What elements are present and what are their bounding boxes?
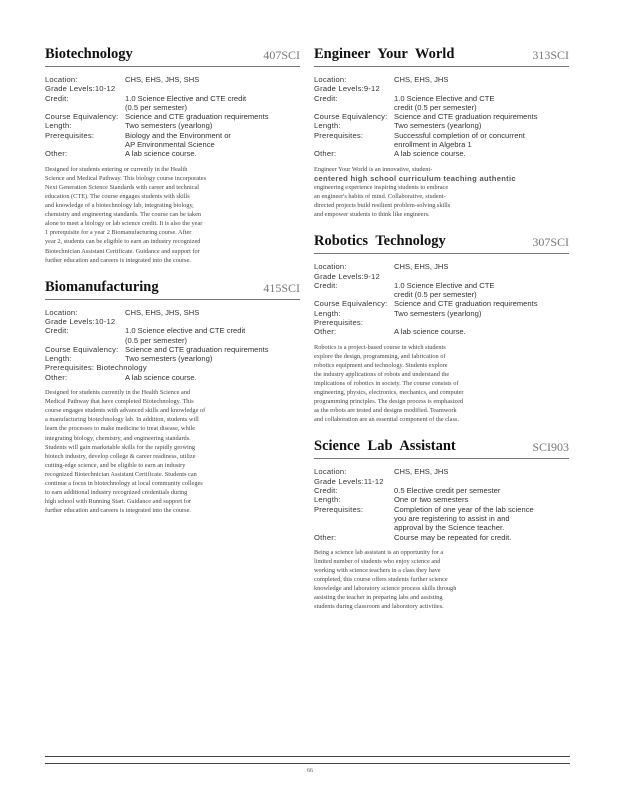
course-info xyxy=(314,467,569,541)
info-row xyxy=(45,308,300,317)
info-row xyxy=(314,121,569,130)
course-title: Engineer Your World xyxy=(314,46,455,62)
info-row xyxy=(314,299,569,308)
info-label: Course Equivalency: xyxy=(45,344,119,354)
info-label: Grade Levels:9-12 xyxy=(314,84,380,94)
info-label: Prerequisites: xyxy=(45,130,95,140)
info-value xyxy=(394,477,569,486)
course-title: Biotechnology xyxy=(45,46,133,62)
info-row xyxy=(314,94,569,103)
info-label xyxy=(45,336,125,345)
info-label: Length: xyxy=(45,354,72,364)
info-label: Length: xyxy=(314,121,341,131)
info-value: CHS, EHS, JHS xyxy=(394,75,449,84)
info-value: CHS, EHS, JHS xyxy=(394,262,449,272)
info-value: Two semesters (yearlong) xyxy=(125,121,213,131)
info-value: CHS, EHS, JHS, SHS xyxy=(125,307,200,317)
description-text: Being a science lab assistant is an opportunity for a limited number of students who enjoy science and working with science teachers in a class they have completed, this course offers students further science knowledge and laboratory science process skills through assisting the teacher in preparing labs and assisting students during classroom and laboratory activities. xyxy=(314,548,457,611)
info-value: Science and CTE graduation requirements xyxy=(394,112,538,122)
info-label: Credit: xyxy=(314,93,338,103)
info-row xyxy=(314,140,569,149)
page-number: 66 xyxy=(307,768,313,774)
course-code: 415SCI xyxy=(263,280,300,295)
info-label: Grade Levels:9-12 xyxy=(314,271,380,281)
info-label: Location: xyxy=(314,262,347,272)
course-info xyxy=(314,262,569,336)
info-row xyxy=(314,477,569,486)
info-label xyxy=(314,290,394,299)
info-label: Grade Levels:10-12 xyxy=(45,317,116,326)
info-row xyxy=(314,262,569,271)
info-label: Prerequisites: Biotechnology xyxy=(45,363,147,373)
info-row xyxy=(314,272,569,281)
info-row xyxy=(314,84,569,93)
info-label: Course Equivalency: xyxy=(314,112,388,122)
info-row xyxy=(314,514,569,523)
info-row xyxy=(45,112,300,121)
info-value: CHS, EHS, JHS xyxy=(394,467,449,477)
info-label: Credit: xyxy=(314,280,338,290)
info-value: credit (0.5 per semester) xyxy=(394,290,477,300)
course-code: 407SCI xyxy=(263,48,300,62)
course-header xyxy=(314,46,569,67)
course-info xyxy=(314,75,569,159)
info-row xyxy=(45,363,300,372)
course-description xyxy=(314,548,569,612)
info-label: Prerequisites: xyxy=(314,504,364,514)
info-row xyxy=(45,75,300,84)
info-value xyxy=(147,363,300,372)
info-value: Successful completion of or concurrent xyxy=(394,130,525,140)
info-label: Other: xyxy=(314,532,337,542)
info-value: Two semesters (yearlong) xyxy=(394,121,482,131)
course-science-lab-assistant xyxy=(314,438,569,611)
info-row xyxy=(45,103,300,112)
info-value: A lab science course. xyxy=(125,149,197,159)
info-label: Credit: xyxy=(45,326,69,336)
info-row xyxy=(45,131,300,140)
info-label: Location: xyxy=(314,75,347,84)
info-value: approval by the Science teacher. xyxy=(394,523,505,533)
info-value: Course may be repeated for credit. xyxy=(394,532,512,542)
info-row xyxy=(314,533,569,542)
info-value: Science and CTE graduation requirements xyxy=(125,344,269,354)
info-row xyxy=(45,140,300,149)
info-row xyxy=(314,318,569,327)
info-value: CHS, EHS, JHS, SHS xyxy=(125,75,200,84)
info-row xyxy=(314,467,569,476)
info-row xyxy=(45,317,300,326)
info-value: Science and CTE graduation requirements xyxy=(125,112,269,122)
left-column xyxy=(45,46,300,515)
course-info xyxy=(45,308,300,382)
info-row xyxy=(45,354,300,363)
info-label xyxy=(45,140,125,149)
info-value: Completion of one year of the lab science xyxy=(394,504,534,514)
description-text: Designed for students currently in the Health Science and Medical Pathway that have completed Biotechnology. This course engages students with advanced skills and knowledge of a manufacturing biotechnology lab. In addition, students will learn the processes to make medicine to treat disease, while integrating biology, chemistry, and engineering standards. Students will gain marketable skills for the rapidly growing biotech industry, develop college & career readiness, utilize cutting-edge science, and be eligible to earn an industry recognized Biotechnician Assistant Certificate. Students can continue a focus in biotechnology at local community colleges to earn additional industry recognized credentials during high school with Running Start. Guidance and support for further education and careers is integrated into the course. xyxy=(45,389,206,515)
info-value: 1.0 Science elective and CTE credit xyxy=(125,326,246,336)
info-value xyxy=(394,84,569,93)
info-label xyxy=(314,140,394,149)
info-value: (0.5 per semester) xyxy=(125,335,188,345)
course-description xyxy=(45,165,300,265)
info-row xyxy=(45,121,300,130)
info-row xyxy=(314,75,569,84)
info-label xyxy=(314,514,394,523)
info-row xyxy=(45,94,300,103)
info-label xyxy=(45,103,125,112)
info-row xyxy=(45,149,300,158)
info-value: 1.0 Science Elective and CTE credit xyxy=(125,93,247,103)
info-row xyxy=(45,336,300,345)
info-value: 0.5 Elective credit per semester xyxy=(394,486,501,496)
course-title: Robotics Technology xyxy=(314,233,446,250)
course-biomanufacturing xyxy=(45,279,300,516)
info-label: Other: xyxy=(45,372,68,382)
course-description xyxy=(45,388,300,515)
course-header xyxy=(45,279,300,300)
info-value: enrollment in Algebra 1 xyxy=(394,140,472,150)
course-code: SCI903 xyxy=(532,440,569,455)
info-value: A lab science course. xyxy=(125,372,197,382)
info-row xyxy=(314,149,569,158)
info-label: Location: xyxy=(45,75,78,84)
info-value: 1.0 Science Elective and CTE xyxy=(394,280,495,290)
info-label: Other: xyxy=(314,327,337,337)
info-label: Course Equivalency: xyxy=(314,299,388,309)
info-label: Location: xyxy=(314,467,347,477)
info-row xyxy=(314,495,569,504)
info-row xyxy=(45,326,300,335)
info-label: Credit: xyxy=(314,486,338,496)
info-value: Two semesters (yearlong) xyxy=(125,354,213,364)
info-row xyxy=(45,373,300,382)
info-value xyxy=(394,318,569,327)
course-robotics-technology xyxy=(314,233,569,424)
course-engineer-your-world xyxy=(314,46,569,219)
info-label xyxy=(314,103,394,112)
course-info xyxy=(45,75,300,159)
footer-rule xyxy=(45,756,570,764)
info-label: Other: xyxy=(45,149,68,159)
info-value: Biology and the Environment or xyxy=(125,130,231,140)
info-row xyxy=(45,84,300,93)
course-code: 313SCI xyxy=(532,48,569,62)
info-row xyxy=(314,281,569,290)
info-value xyxy=(394,272,569,281)
info-value: (0.5 per semester) xyxy=(125,102,188,112)
info-label: Credit: xyxy=(45,93,69,103)
course-header xyxy=(314,233,569,254)
info-label: Length: xyxy=(45,121,72,131)
info-row xyxy=(314,523,569,532)
info-label: Course Equivalency: xyxy=(45,112,119,122)
course-header xyxy=(314,438,569,459)
info-row xyxy=(314,103,569,112)
info-value xyxy=(125,317,300,326)
description-text: Designed for students entering or currently in the Health Science and Medical Pathway. This biology course incorporates Next Generation Science Standards with career and technical education (CTE). The course engages students with skills and knowledge of a biotechnology lab, integrating biology, chemistry and engineering standards. The course can be taken alone to meet a biology or lab science credit. It is also the year 1 prerequisite for a year 2 Biomanufacturing course. After year 2, students can be eligible to earn an industry recognized Biotechnician Assistant Certificate. Guidance and support for further education and careers is integrated into the course. xyxy=(45,165,207,264)
course-code: 307SCI xyxy=(532,235,569,250)
info-row xyxy=(314,112,569,121)
description-highlight: centered high school curriculum teaching authentic xyxy=(314,173,516,183)
description-text: Robotics is a project-based course in which students explore the design, programming, and fabrication of robotics equipment and technology. Students explore the industry applications of robots and understand the implications of robotics in society. The course consists of engineering, physics, electronics, mechanics, and computer programming principles. The design process is emphasized as the robots are tested and designs modified. Teamwork and collaboration are an essential component of the class. xyxy=(314,343,464,424)
info-row xyxy=(314,290,569,299)
info-value: One or two semesters xyxy=(394,495,469,505)
info-row xyxy=(314,131,569,140)
course-title: Science Lab Assistant xyxy=(314,438,456,455)
info-row xyxy=(45,345,300,354)
info-row xyxy=(314,309,569,318)
info-label: Prerequisites: xyxy=(314,318,364,328)
info-label: Location: xyxy=(45,307,78,317)
info-row xyxy=(314,486,569,495)
course-description xyxy=(314,165,569,220)
info-value: credit (0.5 per semester) xyxy=(394,102,477,112)
info-label: Grade Levels:11-12 xyxy=(314,476,384,486)
info-label: Length: xyxy=(314,495,341,505)
info-label: Length: xyxy=(314,308,341,318)
info-value: A lab science course. xyxy=(394,327,466,337)
info-value xyxy=(125,84,300,93)
course-biotechnology xyxy=(45,46,300,265)
info-value: A lab science course. xyxy=(394,149,466,159)
right-column xyxy=(314,46,569,611)
info-value: you are registering to assist in and xyxy=(394,513,510,523)
info-label: Grade Levels:10-12 xyxy=(45,84,116,94)
info-label: Prerequisites: xyxy=(314,130,364,140)
description-lead: Engineer Your World is an innovative, student- xyxy=(314,165,433,173)
info-value: 1.0 Science Elective and CTE xyxy=(394,93,495,103)
info-row xyxy=(314,505,569,514)
info-row xyxy=(314,327,569,336)
course-description xyxy=(314,343,569,425)
info-label: Other: xyxy=(314,149,337,159)
info-value: AP Environmental Science xyxy=(125,140,215,150)
info-label xyxy=(314,523,394,532)
course-title: Biomanufacturing xyxy=(45,278,159,295)
info-value: Two semesters (yearlong) xyxy=(394,308,482,318)
course-header xyxy=(45,46,300,67)
description-text: engineering experience inspiring students to embrace an engineer's habits of mind. Collaborative, student- directed projects build resilient problem-solving skills and empower students to think like engineers. xyxy=(314,183,451,219)
info-value: Science and CTE graduation requirements xyxy=(394,299,538,309)
